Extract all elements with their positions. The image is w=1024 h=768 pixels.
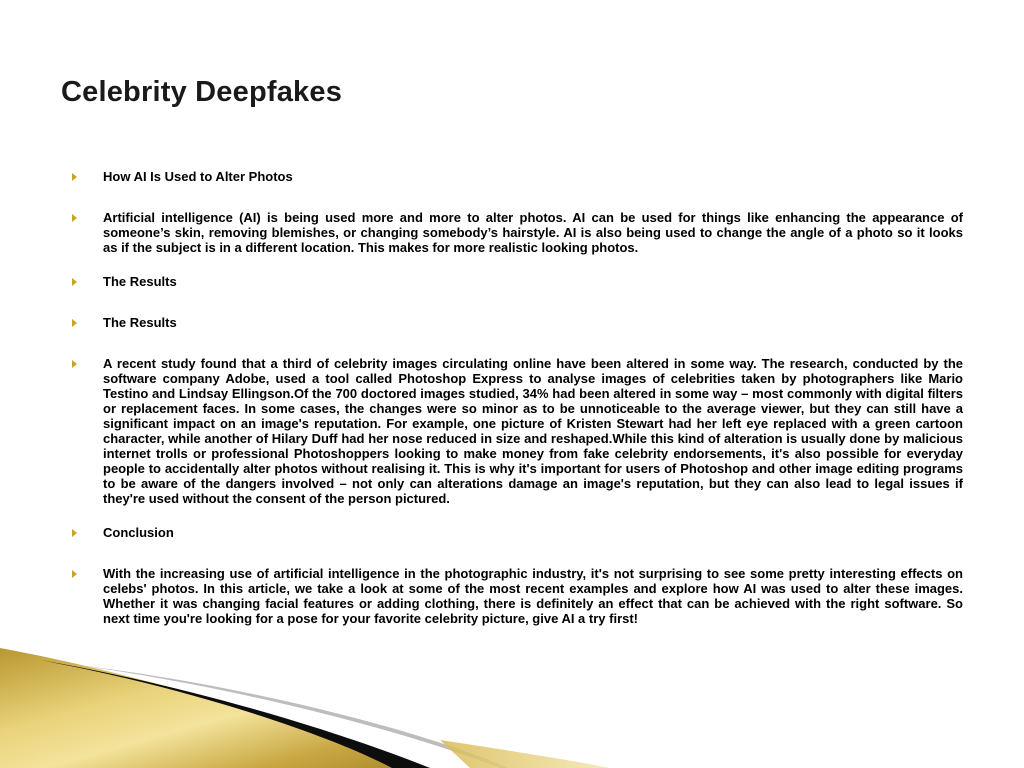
bullet-arrow-icon bbox=[72, 529, 77, 537]
bullet-item bbox=[72, 210, 963, 255]
bullet-text: With the increasing use of artificial intelligence in the photographic industry, it's not surprising to see some pretty interesting effects on celebs' photos. In this article, we take a look at some of the most recent examples and explore how AI was used to alter these images. Whether it was changing facial features or adding clothing, there is definitely an effect that can be achieved with the right software. So next time you're looking for a pose for your favorite celebrity picture, give AI a try first! bbox=[103, 566, 963, 626]
bullet-arrow-icon bbox=[72, 570, 77, 578]
bullet-item bbox=[72, 274, 963, 289]
bullet-item bbox=[72, 169, 963, 184]
bullet-arrow-icon bbox=[72, 214, 77, 222]
bullet-arrow-icon bbox=[72, 173, 77, 181]
bullet-text: A recent study found that a third of celebrity images circulating online have been altered in some way. The research, conducted by the software company Adobe, used a tool called Photoshop Express to analyse images of celebrities taken by photographers like Mario Testino and Lindsay Ellingson.Of the 700 doctored images studied, 34% had been altered in some way – most commonly with digital filters or replacement faces. In some cases, the changes were so minor as to be unnoticeable to the average viewer, but they can still have a significant impact on an image's reputation. For example, one picture of Kristen Stewart had her left eye replaced with a green cartoon character, while another of Hilary Duff had her nose reduced in size and reshaped.While this kind of alteration is usually done by malicious internet trolls or professional Photoshoppers looking to make money from fake celebrity endorsements, it's also possible for everyday people to accidentally alter photos without realising it. This is why it's important for users of Photoshop and other image editing programs to be aware of the dangers involved – not only can alterations damage an image's reputation, but they can also lead to legal issues if they're used without the consent of the person pictured. bbox=[103, 356, 963, 506]
bullet-item bbox=[72, 356, 963, 506]
bullet-item bbox=[72, 566, 963, 626]
bullet-text: The Results bbox=[103, 315, 177, 330]
bullet-arrow-icon bbox=[72, 360, 77, 368]
bullet-item bbox=[72, 525, 963, 540]
bullet-text: The Results bbox=[103, 274, 177, 289]
slide-title: Celebrity Deepfakes bbox=[61, 76, 343, 108]
bullet-text: Artificial intelligence (AI) is being used more and more to alter photos. AI can be used for things like enhancing the appearance of someone’s skin, removing blemishes, or changing somebody’s hairstyle. AI is also being used to change the angle of a photo so it looks as if the subject is in a different location. This makes for more realistic looking photos. bbox=[103, 210, 963, 255]
bullet-arrow-icon bbox=[72, 278, 77, 286]
bullet-arrow-icon bbox=[72, 319, 77, 327]
bullet-text: Conclusion bbox=[103, 525, 174, 540]
bullet-text: How AI Is Used to Alter Photos bbox=[103, 169, 293, 184]
light-gold-strip bbox=[440, 740, 610, 768]
bullet-item bbox=[72, 315, 963, 330]
bullet-list bbox=[72, 169, 963, 645]
